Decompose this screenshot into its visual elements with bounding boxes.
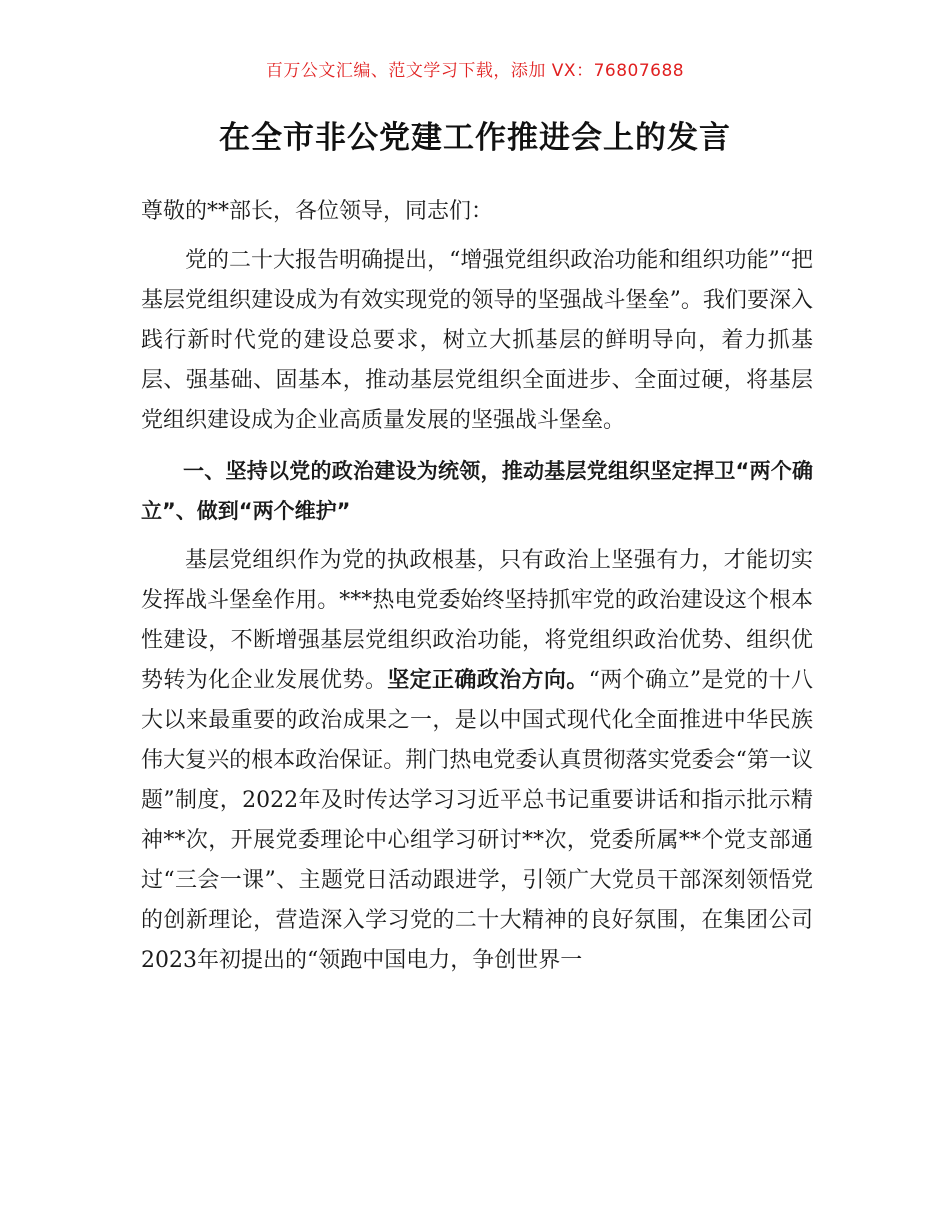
- paragraph-lead-text: 基层党组织作为党的执政根基，只有政治上坚强有力，才能切实发挥战斗堡垒作用。***热电党委始终坚持抓牢党的政治建设这个根本性建设，不断增强基层党组织政治功能，将党组织政治优势、组织优势转为化企业发展优势。: [141, 548, 813, 693]
- paragraph-political-building: [141, 541, 813, 981]
- salutation: 尊敬的**部长，各位领导，同志们：: [141, 199, 494, 224]
- inline-bold-subheading: 坚定正确政治方向。: [387, 668, 589, 693]
- header-banner: 百万公文汇编、范文学习下载，添加 VX：76807688: [265, 61, 685, 81]
- paragraph-rest-text: “两个确立”是党的十八大以来最重要的政治成果之一，是以中国式现代化全面推进中华民族伟大复兴的根本政治保证。荆门热电党委认真贯彻落实党委会“第一议题”制度，2022年及时传达学习习近平总书记重要讲话和指示批示精神**次，开展党委理论中心组学习研讨**次，党委所属**个党支部通过“三会一课”、主题党日活动跟进学，引领广大党员干部深刻领悟党的创新理论，营造深入学习党的二十大精神的良好氛围，在集团公司2023年初提出的“领跑中国电力，争创世界一: [141, 668, 813, 973]
- paragraph-intro: 党的二十大报告明确提出，“增强党组织政治功能和组织功能”“把基层党组织建设成为有效实现党的领导的坚强战斗堡垒”。我们要深入践行新时代党的建设总要求，树立大抓基层的鲜明导向，着力抓基层、强基础、固基本，推动基层党组织全面进步、全面过硬，将基层党组织建设成为企业高质量发展的坚强战斗堡垒。: [141, 248, 813, 433]
- document-body: [141, 192, 813, 981]
- document-title: 在全市非公党建工作推进会上的发言: [219, 120, 731, 156]
- section-heading-1: 一、坚持以党的政治建设为统领，推动基层党组织坚定捍卫“两个确立”、做到“两个维护”: [141, 459, 813, 523]
